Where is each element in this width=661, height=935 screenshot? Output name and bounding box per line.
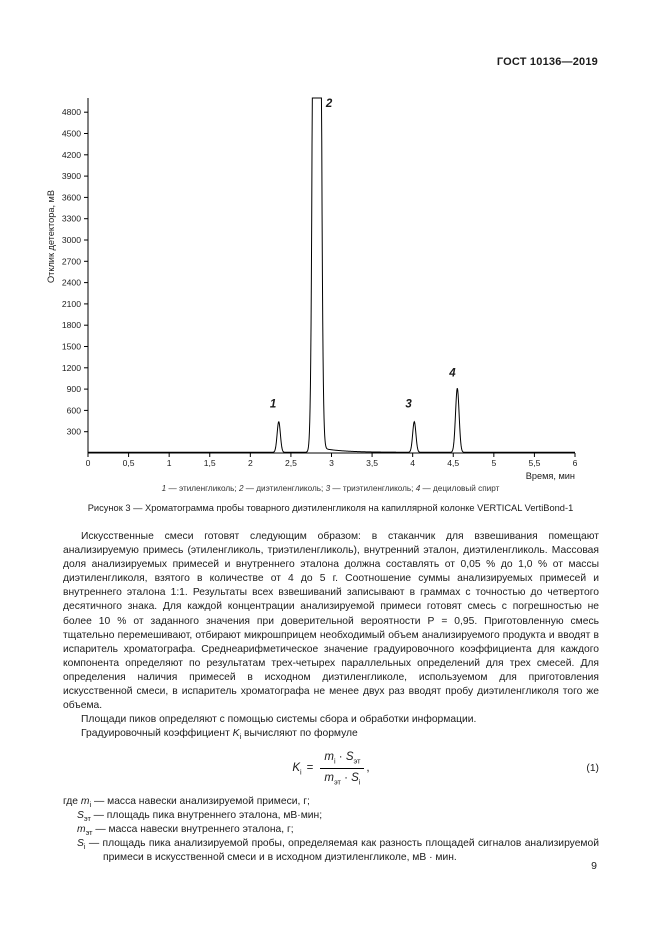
coefficient-text-before: Градуировочный коэффициент bbox=[81, 728, 233, 740]
svg-text:4: 4 bbox=[410, 458, 416, 468]
svg-text:2400: 2400 bbox=[61, 277, 81, 288]
svg-text:0: 0 bbox=[85, 458, 91, 468]
svg-text:4: 4 bbox=[449, 367, 456, 380]
coefficient-subscript: i bbox=[239, 732, 242, 742]
legend-peak-number: 1 bbox=[161, 484, 167, 493]
paragraph-peak-areas: Площади пиков определяют с помощью системы сбора и обработки информации. bbox=[81, 714, 477, 726]
legend-peak-number: 3 bbox=[325, 484, 331, 493]
formula-comma: , bbox=[366, 761, 370, 774]
figure-legend: 1 — этиленгликоль; 2 — диэтиленгликоль; 3 — триэтиленгликоль; 4 — дециловый спирт bbox=[161, 484, 500, 493]
svg-text:1: 1 bbox=[269, 398, 277, 411]
svg-text:2,5: 2,5 bbox=[284, 458, 297, 468]
svg-text:1200: 1200 bbox=[61, 362, 81, 373]
formula-lhs: $K_i$ bbox=[292, 761, 302, 777]
svg-text:3,5: 3,5 bbox=[366, 458, 379, 468]
fraction-denominator: $m_{эт} \cdot S_i$ bbox=[324, 772, 361, 787]
svg-text:1800: 1800 bbox=[61, 320, 81, 331]
coefficient-symbol: K bbox=[232, 728, 240, 740]
svg-text:1500: 1500 bbox=[61, 341, 81, 352]
svg-text:5,5: 5,5 bbox=[528, 458, 541, 468]
formula-1 bbox=[63, 750, 599, 787]
svg-text:2: 2 bbox=[325, 98, 333, 111]
page-number: 9 bbox=[591, 860, 597, 872]
doc-number: ГОСТ 10136—2019 bbox=[496, 56, 598, 68]
definition-line: $S_{эт}$ — площадь пика внутреннего эталона, мВ·мин; bbox=[77, 810, 323, 824]
svg-text:Отклик детектора, мВ: Отклик детектора, мВ bbox=[46, 190, 56, 284]
paragraph-mixtures: Искусственные смеси готовят следующим образом: в стаканчик для взвешивания помещают анализируемую примесь (этиленгликоль, триэтиленгликоль), внутренний эталон, диэтиленгликоль. Массовая доля анализируемых примесей и внутреннего эталона должна составлять от 0,05 % до 1,0 % от массы диэтиленгликоля, взятого в количестве от 4 до 5 г. Соотношение суммы анализируемых примесей и внутреннего эталона 1:1. Результаты всех взвешиваний записывают в граммах с точностью до четвертого десятичного знака. Для каждой концентрации анализируемой примеси готовят смесь с погрешностью не более 10 % от заданного значения при доверительной вероятности Р = 0,95. Приготовленную смесь тщательно перемешивают, отбирают микрошприцем необходимый объем анализируемого продукта и вводят в испаритель хроматографа. Среднеарифметическое значение градуировочного коэффициента для каждого компонента определяют по результатам трех-четырех параллельных определений для трех смесей. Для определения наличия примесей в исходном диэтиленгликоле, используемом для приготовления искусственной смеси, в испаритель хроматографа не менее двух раз вводят пробу диэтиленгликоля того же объема. bbox=[63, 531, 599, 712]
chromatogram-svg bbox=[38, 88, 583, 488]
svg-text:4800: 4800 bbox=[61, 107, 81, 118]
svg-text:6: 6 bbox=[572, 458, 578, 468]
svg-text:4,5: 4,5 bbox=[447, 458, 460, 468]
svg-text:4200: 4200 bbox=[61, 149, 81, 160]
definition-line: $S_i$ — площадь пика анализируемой пробы, определяемая как разность площадей сигналов анализируемой примеси в искусственной смеси и в исходном диэтиленгликоле, мВ · мин. bbox=[77, 838, 599, 864]
svg-text:2700: 2700 bbox=[61, 256, 81, 267]
definitions-list bbox=[63, 795, 599, 865]
svg-text:3300: 3300 bbox=[61, 213, 81, 224]
fraction-numerator: $m_i \cdot S_{эт}$ bbox=[320, 750, 364, 769]
svg-text:2100: 2100 bbox=[61, 298, 81, 309]
svg-text:3900: 3900 bbox=[61, 171, 81, 182]
svg-text:Время, мин: Время, мин bbox=[525, 471, 575, 481]
formula-expression bbox=[292, 750, 369, 787]
formula-number: (1) bbox=[586, 762, 599, 774]
svg-text:1,5: 1,5 bbox=[203, 458, 216, 468]
svg-text:2: 2 bbox=[247, 458, 253, 468]
legend-peak-number: 2 bbox=[238, 484, 244, 493]
svg-text:300: 300 bbox=[66, 426, 81, 437]
paragraph-coefficient bbox=[63, 727, 599, 741]
definition-line: $m_{эт}$ — масса навески внутреннего эталона, г; bbox=[77, 824, 294, 838]
svg-text:4500: 4500 bbox=[61, 128, 81, 139]
legend-peak-number: 4 bbox=[415, 484, 421, 493]
formula-fraction bbox=[320, 750, 364, 787]
svg-text:3: 3 bbox=[405, 398, 412, 411]
svg-text:3: 3 bbox=[329, 458, 334, 468]
coefficient-text-after: вычисляют по формуле bbox=[241, 728, 358, 740]
equals-sign: = bbox=[306, 761, 314, 774]
figure-3-chart bbox=[38, 88, 598, 488]
figure-caption: Рисунок 3 — Хроматограмма пробы товарного диэтиленгликоля на капиллярной колонке VERTICAL VertiBond-1 bbox=[87, 503, 574, 513]
svg-text:0,5: 0,5 bbox=[122, 458, 135, 468]
svg-text:5: 5 bbox=[491, 458, 497, 468]
definition-line: где $m_i$ — масса навески анализируемой примеси, г; bbox=[63, 795, 310, 809]
body-text bbox=[63, 530, 599, 865]
svg-text:3600: 3600 bbox=[61, 192, 81, 203]
svg-text:900: 900 bbox=[66, 384, 81, 395]
svg-text:1: 1 bbox=[166, 458, 172, 468]
svg-text:600: 600 bbox=[66, 405, 81, 416]
svg-text:3000: 3000 bbox=[61, 235, 81, 245]
